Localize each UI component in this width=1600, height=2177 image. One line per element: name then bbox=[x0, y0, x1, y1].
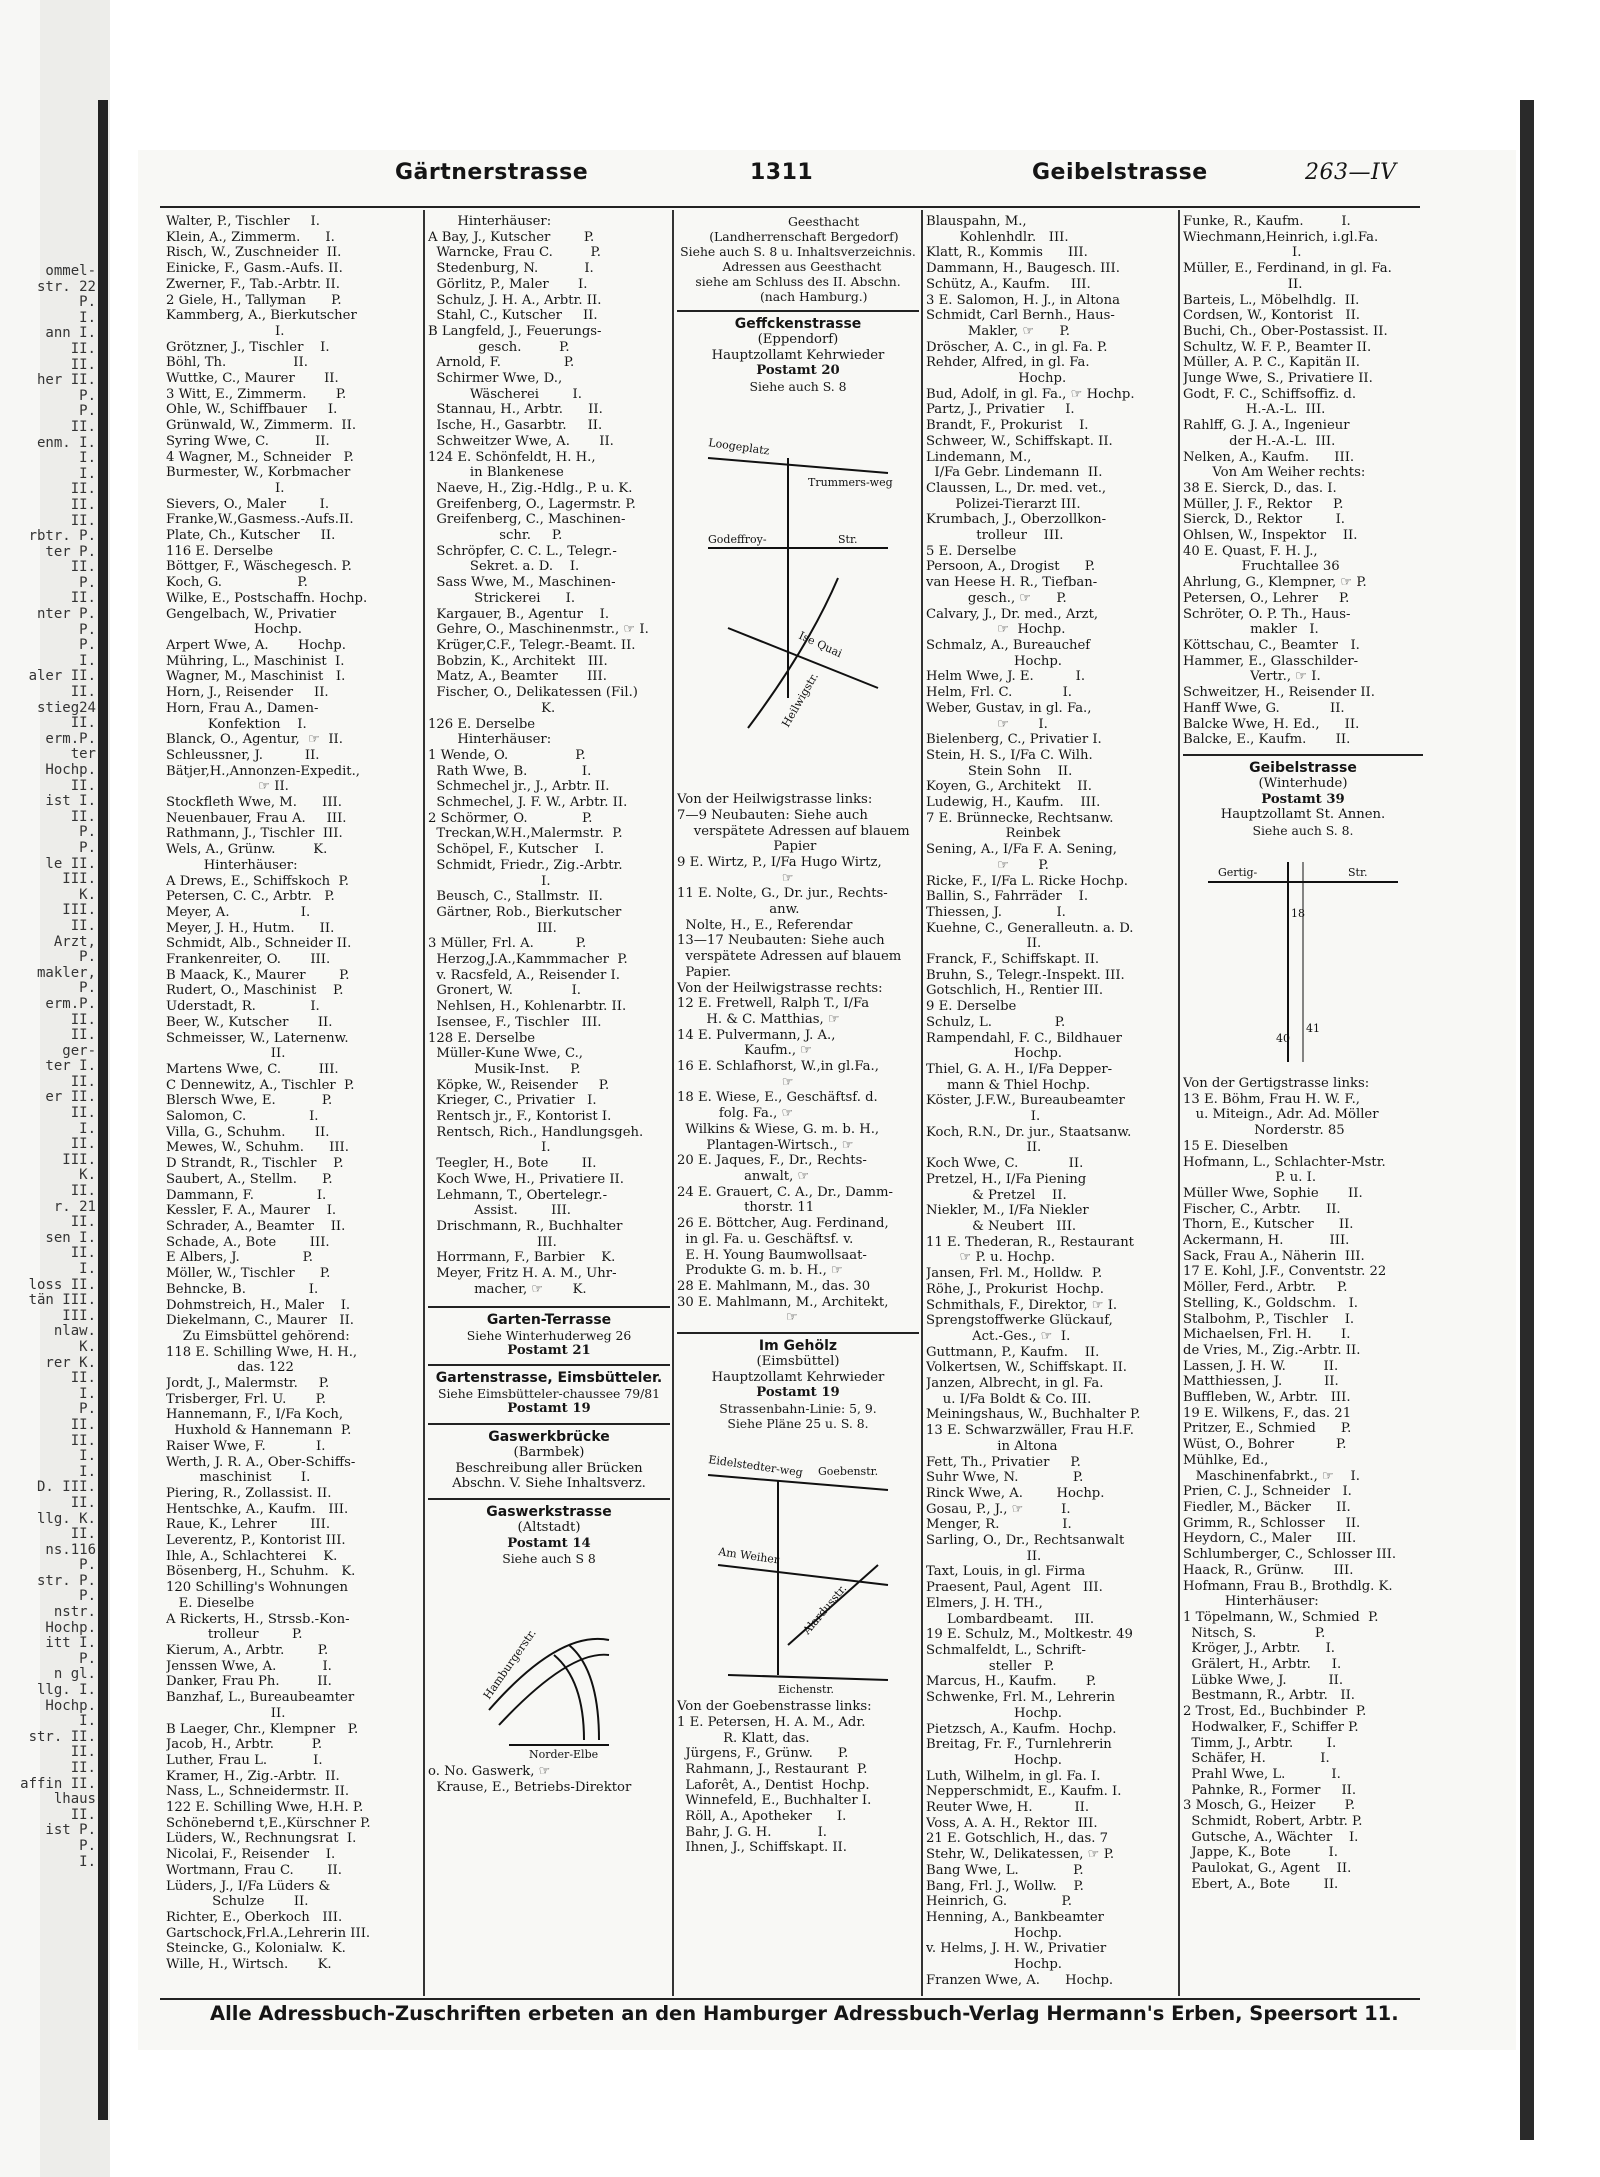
left-page-gutter bbox=[0, 0, 110, 2177]
gaswerkbruecke-section bbox=[428, 1423, 670, 1492]
geesthacht-section: Geesthacht (Landherrenschaft Bergedorf) Siehe auch S. 8 u. Inhaltsverzeichnis. Adressen aus Geesthacht siehe am Schluss des II. Abschn. (nach Hamburg.) bbox=[680, 214, 916, 304]
column-1-entries: Walter, P., Tischler I. Klein, A., Zimmerm. I. Risch, W., Zuschneider II. Einicke, F., Gasm.-Aufs. II. Zwerner, F., Tab.-Arbtr. II. 2 Giele, H., Tallyman P. Kammberg, A., Bierkutscher I. Grötzner, J., Tischler I. Böhl, Th. II. Wuttke, C., Maurer II. 3 Witt, E., Zimmerm. P. Ohle, W., Schiffbauer I. Grünwald, W., Zimmerm. II. Syring Wwe, C. II. 4 Wagner, M., Schneider P. Burmester, W., Korbmacher I. Sievers, O., Maler I. Franke,W.,Gasmess.-Aufs.II. Plate, Ch., Kutscher II. 116 E. Derselbe Böttger, F., Wäschegesch. P. Koch, G. P. Wilke, E., Postschaffn. Hochp. Gengelbach, W., Privatier Hochp. Arpert Wwe, A. Hochp. Mühring, L., Maschinist I. Wagner, M., Maschinist I. Horn, J., Reisender II. Horn, Frau A., Damen- Konfektion I. Blanck, O., Agentur, ☞ II. Schleussner, J. II. Bätjer,H.,Annonzen-Expedit., ☞ II. Stockfleth Wwe, M. III. Neuenbauer, Frau A. III. Rathmann, J., Tischler III. Wels, A., Grünw. K. Hinterhäuser: A Drews, E., Schiffskoch P. Petersen, C. C., Arbtr. P. Meyer, A. I. Meyer, J. H., Hutm. II. Schmidt, Alb., Schneider II. Frankenreiter, O. III. B Maack, K., Maurer P. Rudert, O., Maschinist P. Uderstadt, R. I. Beer, W., Kutscher II. Schmeisser, W., Laternenw. II. Martens Wwe, C. III. C Dennewitz, A., Tischler P. Blersch Wwe, E. P. Salomon, C. I. Villa, G., Schuhm. II. Mewes, W., Schuhm. III. D Strandt, R., Tischler P. Saubert, A., Stellm. P. Dammann, F. I. Kessler, F. A., Maurer I. Schrader, A., Beamter II. Schade, A., Bote III. E Albers, J. P. Möller, W., Tischler P. Behncke, B. I. Dohmstreich, H., Maler I. Diekelmann, C., Maurer II. Zu Eimsbüttel gehörend: 118 E. Schilling Wwe, H. H., das. 122 Jordt, J., Malermstr. P. Trisberger, Frl. U. P. Hannemann, F., I/Fa Koch, Huxhold & Hannemann P. Raiser Wwe, F. I. Werth, J. R. A., Ober-Schiffs- maschinist I. Piering, R., Zollassist. II. Hentschke, A., Kaufm. III. Raue, K., Lehrer III. Leverentz, P., Kontorist III. Ihle, A., Schlachterei K. Bösenberg, H., Schuhm. K. 120 Schilling's Wohnungen E. Dieselbe A Rickerts, H., Strssb.-Kon- trolleur P. Kierum, A., Arbtr. P. Jenssen Wwe, A. I. Danker, Frau Ph. II. Banzhaf, L., Bureaubeamter II. B Laeger, Chr., Klempner P. Jacob, H., Arbtr. P. Luther, Frau L. I. Kramer, H., Zig.-Arbtr. II. Nass, L., Schneidermstr. II. 122 E. Schilling Wwe, H.H. P. Schönebernd t,E.,Kürschner P. Lüders, W., Rechnungsrat I. Nicolai, F., Reisender I. Wortmann, Frau C. II. Lüders, J., I/Fa Lüders & Schulze II. Richter, E., Oberkoch III. Gartschock,Frl.A.,Lehrerin III. Steincke, G., Kolonialw. K. Wille, H., Wirtsch. K. bbox=[166, 214, 371, 1973]
geffckenstrasse-entries: Von der Heilwigstrasse links: 7—9 Neubauten: Siehe auch verspätete Adressen auf blauem Papier 9 E. Wirtz, P., I/Fa Hugo Wirtz, ☞ 11 E. Nolte, G., Dr. jur., Rechts- anw. Nolte, H., E., Referendar 13—17 Neubauten: Siehe auch verspätete Adressen auf blauem Papier. Von der Heilwigstrasse rechts: 12 E. Fretwell, Ralph T., I/Fa H. & C. Matthias, ☞ 14 E. Pulvermann, J. A., Kaufm., ☞ 16 E. Schlafhorst, W.,in gl.Fa., ☞ 18 E. Wiese, E., Geschäftsf. d. folg. Fa., ☞ Wilkins & Wiese, G. m. b. H., Plantagen-Wirtsch., ☞ 20 E. Jaques, F., Dr., Rechts- anwalt, ☞ 24 E. Grauert, C. A., Dr., Damm- thorstr. 11 26 E. Böttcher, Aug. Ferdinand, in gl. Fa. u. Geschäftsf. v. E. H. Young Baumwollsaat- Produkte G. m. b. H., ☞ 28 E. Mahlmann, M., das. 30 30 E. Mahlmann, M., Architekt, ☞ bbox=[677, 792, 910, 1326]
garten-terrasse-title: Garten-Terrasse bbox=[486, 1311, 612, 1328]
garten-terrasse-ref: Siehe Winterhuderweg 26 bbox=[466, 1327, 632, 1343]
geibelstrasse-postamt: Postamt 39 bbox=[1261, 791, 1345, 807]
column-2-entries: Hinterhäuser: A Bay, J., Kutscher P. Warncke, Frau C. P. Stedenburg, N. I. Görlitz, P., Maler I. Schulz, J. H. A., Arbtr. II. Stahl, C., Kutscher II. B Langfeld, J., Feuerungs- gesch. P. Arnold, F. P. Schirmer Wwe, D., Wäscherei I. Stannau, H., Arbtr. II. Ische, H., Gasarbtr. II. Schweitzer Wwe, A. II. 124 E. Schönfeldt, H. H., in Blankenese Naeve, H., Zig.-Hdlg., P. u. K. Greifenberg, O., Lagermstr. P. Greifenberg, C., Maschinen- schr. P. Schröpfer, C. C. L., Telegr.- Sekret. a. D. I. Sass Wwe, M., Maschinen- Strickerei I. Kargauer, B., Agentur I. Gehre, O., Maschinenmstr., ☞ I. Krüger,C.F., Telegr.-Beamt. II. Bobzin, K., Architekt III. Matz, A., Beamter III. Fischer, O., Delikatessen (Fil.) K. 126 E. Derselbe Hinterhäuser: 1 Wende, O. P. Rath Wwe, B. I. Schmechel jr., J., Arbtr. II. Schmechel, J. F. W., Arbtr. II. 2 Schörmer, O. P. Treckan,W.H.,Malermstr. P. Schöpel, F., Kutscher I. Schmidt, Friedr., Zig.-Arbtr. I. Beusch, C., Stallmstr. II. Gärtner, Rob., Bierkutscher III. 3 Müller, Frl. A. P. Herzog,J.A.,Kammmacher P. v. Racsfeld, A., Reisender I. Gronert, W. I. Nehlsen, H., Kohlenarbtr. II. Isensee, F., Tischler III. 128 E. Derselbe Müller-Kune Wwe, C., Musik-Inst. P. Köpke, W., Reisender P. Krieger, C., Privatier I. Rentsch jr., F., Kontorist I. Rentsch, Rich., Handlungsgeh. I. Teegler, H., Bote II. Koch Wwe, H., Privatiere II. Lehmann, T., Obertelegr.- Assist. III. Drischmann, R., Buchhalter III. Horrmann, F., Barbier K. Meyer, Fritz H. A. M., Uhr- macher, ☞ K. bbox=[428, 214, 649, 1297]
map-label-40: 40 bbox=[1276, 1032, 1290, 1046]
im-gehoelz-title: Im Gehölz bbox=[758, 1338, 838, 1355]
im-gehoelz-ref: Siehe Pläne 25 u. S. 8. bbox=[727, 1416, 869, 1432]
map-label-str: Str. bbox=[838, 533, 858, 547]
map-label-hamburgerstr: Hamburgerstr. bbox=[480, 1627, 539, 1703]
running-head-left: Gärtnerstrasse bbox=[395, 160, 589, 185]
gartenstrasse-section bbox=[428, 1364, 670, 1417]
gartenstrasse-ref: Siehe Eimsbütteler-chaussee 79/81 bbox=[437, 1386, 661, 1402]
column-5-top-entries: Funke, R., Kaufm. I. Wiechmann,Heinrich, i.gl.Fa. I. Müller, E., Ferdinand, in gl. Fa. II. Barteis, L., Möbelhdlg. II. Cordsen, W., Kontorist II. Buchi, Ch., Ober-Postassist. II. Schultz, W. F. P., Beamter II. Müller, A. P. C., Kapitän II. Junge Wwe, S., Privatiere II. Godt, F. C., Schiffsoffiz. d. H.-A.-L. III. Rahlff, G. J. A., Ingenieur der H.-A.-L. III. Nelken, A., Kaufm. III. Von Am Weiher rechts: 38 E. Sierck, D., das. I. Müller, J. F., Rektor P. Sierck, D., Rektor I. Ohlsen, W., Inspektor II. 40 E. Quast, F. H. J., Fruchtallee 36 Ahrlung, G., Klempner, ☞ P. Petersen, O., Lehrer P. Schröter, O. P. Th., Haus- makler I. Köttschau, C., Beamter I. Hammer, E., Glasschilder- Vertr., ☞ I. Schweitzer, H., Reisender II. Hanff Wwe, G. II. Balcke Wwe, H. Ed., II. Balcke, E., Kaufm. II. bbox=[1183, 214, 1392, 748]
gaswerkstrasse-postamt: Postamt 14 bbox=[507, 1535, 591, 1551]
map-label-godeffroy: Godeffroy- bbox=[708, 533, 767, 547]
map-label-18: 18 bbox=[1291, 907, 1305, 921]
map-label-str: Str. bbox=[1348, 866, 1368, 880]
map-label-trummersweg: Trummers-weg bbox=[808, 476, 893, 490]
geffckenstrasse-postamt: Postamt 20 bbox=[756, 363, 840, 379]
geffckenstrasse-map bbox=[688, 398, 908, 788]
gaswerkstrasse-entries: o. No. Gaswerk, ☞ Krause, E., Betriebs-Direktor bbox=[428, 1764, 632, 1796]
gaswerkstrasse-section bbox=[428, 1498, 670, 1796]
column-5-bottom-entries: Von der Gertigstrasse links: 13 E. Böhm, Frau H. W. F., u. Miteign., Adr. Ad. Möller Norderstr. 85 15 E. Dieselben Hofmann, L., Schlachter-Mstr. P. u. I. Müller Wwe, Sophie II. Fischer, C., Arbtr. II. Thorn, E., Kutscher II. Ackermann, H. III. Sack, Frau A., Näherin III. 17 E. Kohl, J.F., Conventstr. 22 Möller, Ferd., Arbtr. P. Stelling, K., Goldschm. I. Stalbohm, P., Tischler I. Michaelsen, Frl. H. I. de Vries, M., Zig.-Arbtr. II. Lassen, J. H. W. II. Matthiessen, J. II. Buffleben, W., Arbtr. III. 19 E. Wilkens, F., das. 21 Pritzer, E., Schmied P. Wüst, O., Bohrer P. Mühlke, Ed., Maschinenfabrkt., ☞ I. Prien, C. J., Schneider I. Fiedler, M., Bäcker II. Grimm, R., Schlosser II. Heydorn, C., Maler III. Schlumberger, C., Schlosser III. Haack, R., Grünw. III. Hofmann, Frau B., Brothdlg. K. Hinterhäuser: 1 Töpelmann, W., Schmied P. Nitsch, S. P. Kröger, J., Arbtr. I. Grälert, H., Arbtr. I. Lübke Wwe, J. II. Bestmann, R., Arbtr. II. 2 Trost, Ed., Buchbinder P. Hodwalker, F., Schiffer P. Timm, J., Arbtr. I. Schäfer, H. I. Prahl Wwe, L. I. Pahnke, R., Former II. 3 Mosch, G., Heizer P. Schmidt, Robert, Arbtr. P. Gutsche, A., Wächter I. Jappe, K., Bote I. Paulokat, G., Agent II. Ebert, A., Bote II. bbox=[1183, 1076, 1397, 1892]
map-label-loogeplatz: Loogeplatz bbox=[707, 436, 771, 458]
column-rule-1 bbox=[423, 210, 425, 1996]
publisher-footer: Alle Adressbuch-Zuschriften erbeten an den Hamburger Adressbuch-Verlag Hermann's Erben, Speersort 11. bbox=[210, 2002, 1399, 2025]
running-head-center: 1311 bbox=[750, 160, 814, 185]
column-5 bbox=[1183, 214, 1423, 1994]
geibelstrasse-zollamt: Hauptzollamt St. Annen. bbox=[1220, 807, 1386, 823]
map-label-41: 41 bbox=[1306, 1022, 1320, 1036]
geffckenstrasse-zollamt: Hauptzollamt Kehrwieder bbox=[711, 347, 885, 363]
im-gehoelz-sub: (Eimsbüttel) bbox=[756, 1354, 840, 1370]
left-page-margin-fragments: ommel- str. 22 P. I. ann I. II. II. her II. P. P. II. enm. I. I. I. II. II. II. rbtr. P. ter P. II. P. II. nter P. P. P. I. aler II. II. stieg24 II. erm.P. ter Hochp. II. ist I. II. P. P. le II. III. K. III. II. Arzt, P. makler, P. erm.P. II. II. ger- ter I. II. er II. II. I. II. III. K. II. r. 21 II. sen I. II. I. loss II. tän III. III. nlaw. K. rer K. II. I. P. II. II. I. I. D. III. II. llg. K. II. ns.116 P. str. P. P. nstr. Hochp. itt I. P. n gl. llg. I. Hochp. I. str. II. II. II. affin II. lhaus II. ist P. P. I. bbox=[20, 263, 96, 1870]
geibelstrasse-title: Geibelstrasse bbox=[1249, 759, 1357, 776]
im-gehoelz-tram: Strassenbahn-Linie: 5, 9. bbox=[719, 1401, 877, 1417]
running-head-right: Geibelstrasse bbox=[1032, 160, 1208, 185]
geffckenstrasse-title: Geffckenstrasse bbox=[734, 316, 862, 332]
gaswerkstrasse-map bbox=[449, 1570, 649, 1760]
geffckenstrasse-ref: Siehe auch S. 8 bbox=[749, 379, 847, 395]
im-gehoelz-postamt: Postamt 19 bbox=[756, 1385, 840, 1401]
map-label-heilwigstr: Heilwigstr. bbox=[779, 670, 821, 730]
map-label-ise-quai: Ise Quai bbox=[796, 629, 845, 661]
column-rule-2 bbox=[672, 210, 674, 1996]
column-3 bbox=[677, 214, 919, 1994]
gaswerkbruecke-title: Gaswerkbrücke bbox=[488, 1428, 610, 1445]
footer-rule bbox=[160, 1998, 1420, 2000]
right-binding-edge bbox=[1520, 100, 1534, 2140]
gartenstrasse-title: Gartenstrasse, Eimsbütteler. bbox=[435, 1370, 663, 1387]
geibelstrasse-sub: (Winterhude) bbox=[1258, 775, 1348, 791]
page-number: 263—IV bbox=[1305, 160, 1397, 185]
geffckenstrasse-section bbox=[677, 310, 919, 788]
geibelstrasse-ref: Siehe auch S. 8. bbox=[1252, 823, 1354, 839]
map-label-eidelstedterweg: Eidelstedter-weg bbox=[707, 1453, 804, 1480]
im-gehoelz-section bbox=[677, 1332, 919, 1695]
garten-terrasse-section bbox=[428, 1306, 670, 1359]
header-rule bbox=[160, 206, 1420, 208]
im-gehoelz-entries: Von der Goebenstrasse links: 1 E. Petersen, H. A. M., Adr. R. Klatt, das. Jürgens, F., Grünw. P. Rahmann, J., Restaurant P. Laforêt, A., Dentist Hochp. Winnefeld, E., Buchhalter I. Röll, A., Apotheker I. Bahr, J. G. H. I. Ihnen, J., Schiffskapt. II. bbox=[677, 1699, 872, 1856]
gaswerkstrasse-sub: (Altstadt) bbox=[517, 1520, 581, 1536]
column-2 bbox=[428, 214, 670, 1994]
geffckenstrasse-sub: (Eppendorf) bbox=[757, 332, 839, 347]
column-1 bbox=[166, 214, 420, 1994]
map-label-norder-elbe: Norder-Elbe bbox=[529, 1748, 599, 1761]
garten-terrasse-postamt: Postamt 21 bbox=[507, 1342, 591, 1358]
right-margin bbox=[1534, 0, 1600, 2177]
map-label-am-weiher: Am Weiher bbox=[717, 1545, 780, 1567]
map-label-alardusstr: Alardusstr. bbox=[800, 1582, 850, 1638]
column-rule-3 bbox=[921, 210, 923, 1996]
im-gehoelz-map bbox=[688, 1435, 908, 1695]
gaswerkbruecke-ref: Beschreibung aller Brücken Abschn. V. Siehe Inhaltsverz. bbox=[452, 1460, 646, 1492]
map-label-gertig: Gertig- bbox=[1218, 866, 1258, 880]
map-label-eichenstr: Eichenstr. bbox=[778, 1683, 834, 1696]
im-gehoelz-zollamt: Hauptzollamt Kehrwieder bbox=[711, 1369, 885, 1385]
gaswerkstrasse-ref: Siehe auch S 8 bbox=[502, 1551, 596, 1567]
left-binding-edge bbox=[98, 100, 108, 2120]
gaswerkstrasse-title: Gaswerkstrasse bbox=[486, 1504, 612, 1521]
column-4 bbox=[926, 214, 1176, 1994]
geibelstrasse-map bbox=[1198, 842, 1408, 1072]
gaswerkbruecke-sub: (Barmbek) bbox=[513, 1444, 585, 1460]
geibelstrasse-section bbox=[1183, 754, 1423, 1072]
column-rule-4 bbox=[1178, 210, 1180, 1996]
column-4-entries: Blauspahn, M., Kohlenhdlr. III. Klatt, R., Kommis III. Dammann, H., Baugesch. III. Schütz, A., Kaufm. III. 3 E. Salomon, H. J., in Altona Schmidt, Carl Bernh., Haus- Makler, ☞ P. Dröscher, A. C., in gl. Fa. P. Rehder, Alfred, in gl. Fa. Hochp. Bud, Adolf, in gl. Fa., ☞ Hochp. Partz, J., Privatier I. Brandt, F., Prokurist I. Schweer, W., Schiffskapt. II. Lindemann, M., I/Fa Gebr. Lindemann II. Claussen, L., Dr. med. vet., Polizei-Tierarzt III. Krumbach, J., Oberzollkon- trolleur III. 5 E. Derselbe Persoon, A., Drogist P. van Heese H. R., Tiefban- gesch., ☞ P. Calvary, J., Dr. med., Arzt, ☞ Hochp. Schmalz, A., Bureauchef Hochp. Helm Wwe, J. E. I. Helm, Frl. C. I. Weber, Gustav, in gl. Fa., ☞ I. Bielenberg, C., Privatier I. Stein, H. S., I/Fa C. Wilh. Stein Sohn II. Koyen, G., Architekt II. Ludewig, H., Kaufm. III. 7 E. Brünnecke, Rechtsanw. Reinbek Sening, A., I/Fa F. A. Sening, ☞ P. Ricke, F., I/Fa L. Ricke Hochp. Ballin, S., Fahrräder I. Thiessen, J. I. Kuehne, C., Generalleutn. a. D. II. Franck, F., Schiffskapt. II. Bruhn, S., Telegr.-Inspekt. III. Gotschlich, H., Rentier III. 9 E. Derselbe Schulz, L. P. Rampendahl, F. C., Bildhauer Hochp. Thiel, G. A. H., I/Fa Depper- mann & Thiel Hochp. Köster, J.F.W., Bureaubeamter I. Koch, R.N., Dr. jur., Staatsanw. II. Koch Wwe, C. II. Pretzel, H., I/Fa Piening & Pretzel II. Niekler, M., I/Fa Niekler & Neubert III. 11 E. Thederan, R., Restaurant ☞ P. u. Hochp. Jansen, Frl. M., Holldw. P. Röhe, J., Prokurist Hochp. Schmithals, F., Direktor, ☞ I. Sprengstoffwerke Glückauf, Act.-Ges., ☞ I. Guttmann, P., Kaufm. II. Volkertsen, W., Schiffskapt. II. Janzen, Albrecht, in gl. Fa. u. I/Fa Boldt & Co. III. Meiningshaus, W., Buchhalter P. 13 E. Schwarzwäller, Frau H.F. in Altona Fett, Th., Privatier P. Suhr Wwe, N. P. Rinck Wwe, A. Hochp. Gosau, P., J., ☞ I. Menger, R. I. Sarling, O., Dr., Rechtsanwalt II. Taxt, Louis, in gl. Firma Praesent, Paul, Agent III. Elmers, J. H. TH., Lombardbeamt. III. 19 E. Schulz, M., Moltkestr. 49 Schmalfeldt, L., Schrift- steller P. Marcus, H., Kaufm. P. Schwenke, Frl. M., Lehrerin Hochp. Pietzsch, A., Kaufm. Hochp. Breitag, Fr. F., Turnlehrerin Hochp. Luth, Wilhelm, in gl. Fa. I. Nepperschmidt, E., Kaufm. I. Reuter Wwe, H. II. Voss, A. A. H., Rektor III. 21 E. Gotschlich, H., das. 7 Stehr, W., Delikatessen, ☞ P. Bang Wwe, L. P. Bang, Frl. J., Wollw. P. Heinrich, G. P. Henning, A., Bankbeamter Hochp. v. Helms, J. H. W., Privatier Hochp. Franzen Wwe, A. Hochp. bbox=[926, 214, 1141, 1988]
running-head bbox=[150, 160, 1420, 194]
map-label-goebenstr: Goebenstr. bbox=[818, 1465, 879, 1479]
gartenstrasse-postamt: Postamt 19 bbox=[507, 1401, 591, 1417]
